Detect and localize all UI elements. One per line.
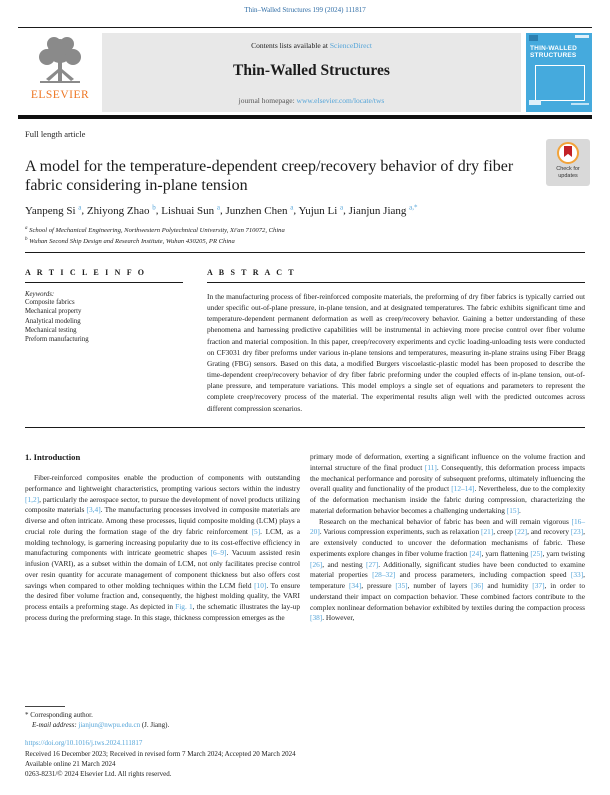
article-info-section — [25, 268, 183, 344]
header-thick-rule — [18, 115, 592, 119]
citation-link[interactable]: [10] — [254, 580, 267, 590]
citation-link[interactable]: [37] — [532, 581, 545, 590]
abstract-section — [207, 268, 585, 414]
citation-link[interactable]: [22] — [514, 527, 528, 537]
top-rule — [18, 27, 592, 28]
author-affiliation-ref[interactable]: a — [290, 203, 294, 211]
author-affiliation-ref[interactable]: a — [340, 203, 344, 211]
author-affiliation-ref[interactable]: a — [216, 203, 221, 211]
body-paragraph: Research on the mechanical behavior of fabric has been and will remain vigorous [16–20]. Various compression experiments, such as relaxation [21], creep [22], and recovery [23], are extensively conducted to uncover the deformation mechanisms of fabric. These experiments explore changes in fiber volume fraction [24], yarn flattening [25], yarn twisting [26], and nesting [27]. Additionally, significant studies have been conducted to examine material properties [28–32] and process parameters, including compaction speed [33], temperature [34], pressure [35], number of layers [36] and humidity [37], in order to understand their impact on compaction behavior. These combined factors contribute to the complex nonlinear deformation behavior exhibited by textiles during the compaction process [38]. However, — [310, 516, 586, 623]
cover-decoration — [575, 35, 589, 38]
keywords-list — [25, 298, 183, 344]
section-heading-introduction: 1. Introduction — [25, 452, 81, 462]
journal-title: Thin-Walled Structures — [233, 62, 390, 79]
author-affiliation-ref[interactable]: a,* — [409, 203, 418, 211]
author-name[interactable]: Zhiyong Zhao $^b$ — [86, 203, 156, 217]
affiliation: $^b$ Wuhan Second Ship Design and Research Institute, Wuhan 430205, PR China — [25, 237, 235, 246]
elsevier-tree-icon — [32, 35, 88, 89]
citation-link[interactable]: [11] — [424, 462, 437, 472]
affiliation: $^a$ School of Mechanical Engineering, Northwestern Polytechnical University, Xi'an 710072, China — [25, 226, 285, 235]
author-name[interactable]: Junzhen Chen $^a$ — [225, 203, 294, 217]
homepage-link[interactable]: www.elsevier.com/locate/tws — [296, 96, 385, 105]
keyword: Preform manufacturing — [25, 336, 89, 344]
citation-link[interactable]: [24] — [469, 548, 482, 558]
affiliations — [25, 224, 585, 246]
cover-title: THIN-WALLED STRUCTURES — [530, 45, 577, 59]
contents-prefix: Contents lists available at — [251, 41, 330, 50]
author-name[interactable]: Yanpeng Si $^a$ — [25, 203, 82, 217]
divider-rule — [25, 427, 585, 428]
homepage-line — [102, 96, 521, 105]
journal-cover-thumbnail[interactable] — [526, 33, 592, 112]
badge-label: Check for updates — [556, 166, 580, 179]
authors-line: Yanpeng Si $^a$, Zhiyong Zhao $^b$, Lishuai Sun $^a$, Junzhen Chen $^a$, Yujun Li $^a$, Jianjun Jiang $^{a,*}$ — [25, 203, 418, 217]
cover-frame — [535, 65, 585, 101]
citation-link[interactable]: [36] — [471, 581, 484, 590]
citation-link[interactable]: [3,4] — [86, 505, 101, 515]
email-note — [32, 721, 169, 729]
body-paragraph: Fiber-reinforced composites enable the production of components with outstanding performance and lightweight characteristics, prompting various sectors within the industry [1,2], particularly the aerospace sector, to pursue the development of novel products utilizing composite materials [3,4]. The manufacturing processes involved in composite materials are diverse and often intricate. Among these processes, liquid composite molding (LCM) plays a crucial role during the formation stage of the dry fabric reinforcement [5]. LCM, as a molding technology, is garnering increasing popularity due to its cost-effective efficiency in manufacturing components with intricate geometric shapes [6–9]. Vacuum assisted resin infusion (VARI), as a subset within the domain of LCM, not only facilitates precise control over resin quantity for accurate management of component thickness but also offers cost savings when compared to other molding techniques within the LCM field [10]. To ensure the desired fiber volume fraction and, consequently, the highest molding quality, the VARI process entails a preforming stage. As depicted in Fig. 1, the schematic illustrates the lay-up process during the preforming stage. In this stage, thickness compression emerges as the — [25, 473, 301, 622]
citation-link[interactable]: [38] — [310, 613, 323, 623]
author-name[interactable]: Lishuai Sun $^a$ — [161, 203, 221, 217]
citation-link[interactable]: [28–32] — [372, 570, 396, 580]
body-paragraph: primary mode of deformation, exerting a significant influence on the volume fraction and internal structure of the final product [11]. Consequently, this deformation process impacts the mechanical performance and porosity of subsequent preforms, ultimately influencing the overall quality and functionality of the product [12–14]. Nevertheless, due to the complexity of the deformation mechanism inside the fabric during compression, characterizing the material deformation behavior becomes a challenging undertaking [15]. — [310, 452, 585, 515]
issn-copyright: 0263-8231/© 2024 Elsevier Ltd. All rights reserved. — [25, 770, 172, 778]
author-affiliation-ref[interactable]: b — [152, 203, 156, 211]
keyword: Analytical modeling — [25, 317, 81, 325]
divider-rule — [25, 252, 585, 253]
citation-link[interactable]: [1,2] — [25, 494, 40, 504]
body-columns — [25, 452, 585, 624]
elsevier-logo[interactable] — [18, 33, 102, 112]
contents-line — [102, 41, 521, 50]
citation-link[interactable]: [6–9] — [210, 548, 227, 558]
email-suffix: (J. Jiang). — [140, 721, 170, 729]
citation-link[interactable]: [34] — [348, 581, 362, 590]
citation-link[interactable]: [35] — [395, 581, 408, 590]
footnote-rule — [25, 706, 65, 707]
cover-decoration — [529, 100, 541, 105]
citation-link[interactable]: [15] — [506, 505, 520, 515]
right-column — [310, 452, 585, 624]
keywords-label: Keywords: — [25, 291, 55, 298]
author-affiliation-ref[interactable]: a — [78, 203, 82, 211]
author-name[interactable]: Yujun Li $^a$ — [298, 203, 344, 217]
received-dates: Received 16 December 2023; Received in revised form 7 March 2024; Accepted 20 March 2024 — [25, 750, 296, 758]
citation-link[interactable]: [21] — [481, 527, 494, 537]
keyword: Mechanical property — [25, 308, 82, 316]
keyword: Mechanical testing — [25, 326, 77, 334]
elsevier-logo-label: ELSEVIER — [30, 89, 90, 101]
journal-banner — [102, 33, 521, 112]
journal-header — [18, 33, 592, 112]
running-head: Thin–Walled Structures 199 (2024) 111817 — [244, 6, 366, 14]
article-title: A model for the temperature-dependent creep/recovery behavior of dry fiber fabric considering in-plane tension — [25, 157, 514, 195]
cover-decoration — [571, 103, 589, 105]
abstract-text: In the manufacturing process of fiber-reinforced composite materials, the preforming of dry fiber fabrics is typically carried out under specific out-of-plane pressure, in-plane tension, and at designated temperatures. The fabric exhibits significant time and temperature-dependent permanent deformation as well as creep/recovery behavior. Gaining a better understanding of these phenomena and harnessing predictive capabilities will be instrumental in achieving more precise control over fiber volume fraction and material composition. In this paper, creep/recovery experiments and cyclic loading-unloading tests were conducted on CF3031 dry fiber preforms under various in-plane tensions and temperatures, measuring in-plane strains using Fiber Bragg Grating (FBG) sensors. Based on this data, a modified Burgers viscoelastic-plastic model has been proposed to describe the time-dependent creep/recovery behavior of dry fiber fabric preforming under the coupled effects of in-plane tension, out-of-plane pressure, and temperature variations. This model employs a single set of equations and parameters to represent the complete creep/recovery process of the material. The experimental results align well with the predicted outcomes across different compression scenarios. — [207, 292, 585, 413]
homepage-prefix: journal homepage: — [238, 96, 297, 105]
left-column — [25, 452, 300, 624]
cover-decoration — [529, 35, 538, 41]
doi-link[interactable]: https://doi.org/10.1016/j.tws.2024.111817 — [25, 739, 143, 747]
citation-link[interactable]: [16–20] — [310, 516, 585, 537]
email-label: E-mail address: — [32, 721, 77, 729]
author-name[interactable]: Jianjun Jiang $^{a,*}$ — [348, 203, 418, 217]
article-type-label: Full length article — [25, 129, 86, 139]
figure-ref-link[interactable]: Fig. 1 — [175, 602, 193, 611]
article-info-heading: A R T I C L E I N F O — [25, 268, 147, 277]
citation-link[interactable]: [33] — [570, 570, 584, 580]
email-link[interactable]: jianjun@nwpu.edu.cn — [78, 721, 141, 729]
citation-link[interactable]: [5] — [251, 526, 261, 536]
check-for-updates-badge[interactable] — [546, 139, 590, 186]
keyword: Composite fabrics — [25, 299, 75, 306]
citation-link[interactable]: [23] — [570, 527, 584, 537]
citation-link[interactable]: [26] — [310, 559, 323, 569]
available-online: Available online 21 March 2024 — [25, 760, 116, 768]
sciencedirect-link[interactable]: ScienceDirect — [329, 41, 372, 50]
citation-link[interactable]: [12–14] — [451, 484, 475, 494]
citation-link[interactable]: [25] — [530, 548, 543, 558]
corresponding-author-note: * Corresponding author. — [25, 711, 93, 719]
citation-link[interactable]: [27] — [366, 559, 379, 569]
abstract-heading: A B S T R A C T — [207, 268, 296, 277]
crossmark-icon — [557, 142, 579, 164]
